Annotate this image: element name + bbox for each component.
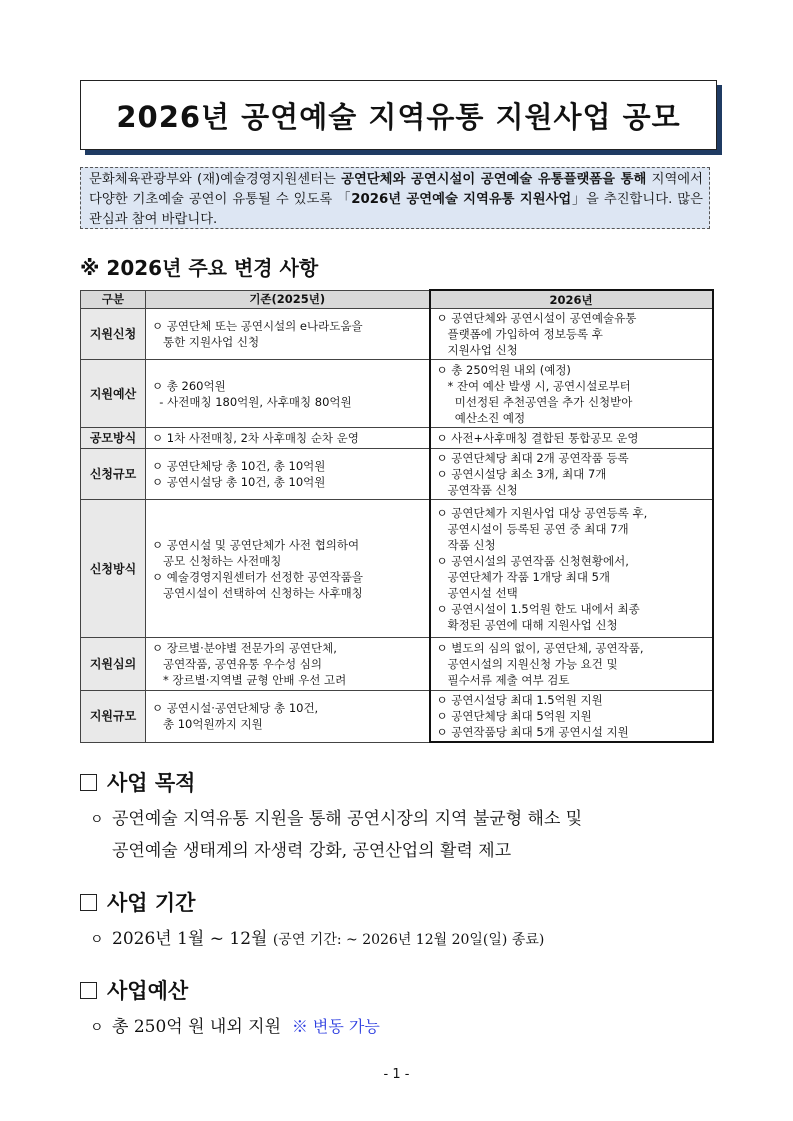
row-old-line: 공연작품, 공연유통 우수성 심의 — [152, 657, 323, 671]
table-row — [81, 428, 713, 449]
row-old-line: - 사전매칭 180억원, 사후매칭 80억원 — [152, 394, 352, 409]
row-new-line: ㅇ 공연시설당 최대 1.5억원 지원 — [436, 693, 603, 707]
table-row — [81, 691, 713, 743]
table-row — [81, 500, 713, 638]
checkbox-square-icon — [80, 894, 97, 911]
table-header-row — [81, 290, 713, 309]
period-heading-text: 사업 기간 — [107, 891, 196, 915]
intro-bold-1: 공연단체와 공연시설이 공연예술 유통플랫폼을 통해 — [341, 172, 647, 187]
row-new-line: 필수서류 제출 여부 검토 — [436, 673, 570, 687]
row-new-line: ㅇ 공연시설의 공연작품 신청현황에서, — [436, 553, 629, 568]
row-new-cell — [430, 428, 713, 449]
row-new-line: 공연작품 신청 — [436, 483, 518, 497]
period-heading — [80, 887, 195, 917]
page-title: 2026년 공연예술 지역유통 지원사업 공모 — [116, 99, 681, 134]
row-new-line: ㅇ 공연단체와 공연시설이 공연예술유통 — [436, 311, 637, 325]
row-new-cell — [430, 309, 713, 360]
period-line — [90, 924, 544, 949]
period-note: (공연 기간: ~ 2026년 12월 20일(일) 종료) — [272, 932, 545, 948]
row-category: 신청방식 — [81, 500, 146, 638]
row-new-line: 공연단체가 작품 1개당 최대 5개 — [436, 569, 611, 584]
row-old-line: * 장르별·지역별 균형 안배 우선 고려 — [152, 673, 347, 687]
header-new: 2026년 — [430, 290, 713, 309]
row-new-line: 확정된 공연에 대해 지원사업 신청 — [436, 617, 618, 632]
row-old-line: ㅇ 총 260억원 — [152, 378, 226, 393]
table-row — [81, 309, 713, 360]
row-new-line: ㅇ 공연작품당 최대 5개 공연시설 지원 — [436, 725, 629, 739]
row-new-line: 공연시설이 등록된 공연 중 최대 7개 — [436, 521, 629, 536]
row-new-line: 플랫폼에 가입하여 정보등록 후 — [436, 327, 603, 341]
row-category: 지원신청 — [81, 309, 146, 360]
row-old-line: 통한 지원사업 신청 — [152, 335, 260, 349]
purpose-heading-text: 사업 목적 — [107, 771, 196, 795]
row-old-cell — [146, 691, 430, 743]
bullet-icon: ㅇ — [90, 1020, 104, 1036]
row-new-cell — [430, 360, 713, 428]
row-new-line: ㅇ 사전+사후매칭 결합된 통합공모 운영 — [436, 431, 639, 445]
changes-table — [80, 289, 714, 743]
bullet-icon: ㅇ — [90, 812, 104, 828]
row-new-line: 공연시설 선택 — [436, 585, 518, 600]
row-old-cell — [146, 638, 430, 691]
table-row — [81, 638, 713, 691]
intro-bold-2: 2026년 공연예술 지역유통 지원사업 — [351, 192, 572, 207]
row-category: 공모방식 — [81, 428, 146, 449]
purpose-line-2: 공연예술 생태계의 자생력 강화, 공연산업의 활력 제고 — [112, 841, 512, 861]
row-new-line: ㅇ 공연시설이 1.5억원 한도 내에서 최종 — [436, 601, 640, 616]
row-old-line: ㅇ 공연시설당 총 10건, 총 10억원 — [152, 475, 326, 489]
row-new-line: 예산소진 예정 — [436, 410, 526, 425]
row-old-cell — [146, 360, 430, 428]
checkbox-square-icon — [80, 982, 97, 999]
budget-note: ※ 변동 가능 — [291, 1017, 380, 1036]
row-new-cell — [430, 638, 713, 691]
row-new-line: 미선정된 추천공연을 추가 신청받아 — [436, 394, 633, 409]
row-old-line: ㅇ 공연시설 및 공연단체가 사전 협의하여 — [152, 537, 360, 552]
intro-text-2: 지역에서 다양한 기초예술 공연이 유통될 수 있도록 「 — [89, 172, 703, 207]
budget-heading — [80, 975, 188, 1005]
intro-box — [80, 167, 710, 229]
intro-text-3: 」을 추진합니다. 많은 관심과 참여 바랍니다. — [89, 192, 703, 227]
row-old-line: 공모 신청하는 사전매칭 — [152, 553, 282, 568]
row-new-line: ㅇ 공연단체가 지원사업 대상 공연등록 후, — [436, 505, 648, 520]
purpose-line-1 — [90, 804, 582, 829]
table-row — [81, 360, 713, 428]
row-new-line: ㅇ 총 250억원 내외 (예정) — [436, 362, 571, 377]
budget-main: 총 250억 원 내외 지원 — [112, 1017, 282, 1037]
row-old-line: ㅇ 예술경영지원센터가 선정한 공연작품을 — [152, 569, 363, 584]
row-new-line: ㅇ 별도의 심의 없이, 공연단체, 공연작품, — [436, 641, 644, 655]
row-new-line: ㅇ 공연단체당 최대 2개 공연작품 등록 — [436, 451, 629, 465]
budget-line — [90, 1012, 380, 1037]
header-previous: 기존(2025년) — [146, 290, 430, 309]
purpose-heading — [80, 767, 195, 797]
row-new-line: 지원사업 신청 — [436, 343, 518, 357]
row-new-cell — [430, 449, 713, 500]
row-new-cell — [430, 500, 713, 638]
checkbox-square-icon — [80, 774, 97, 791]
budget-heading-text: 사업예산 — [107, 979, 189, 1003]
page-number: - 1 - — [383, 1067, 410, 1082]
period-main: 2026년 1월 ~ 12월 — [112, 929, 268, 949]
header-category: 구분 — [81, 290, 146, 309]
row-category: 지원심의 — [81, 638, 146, 691]
row-old-line: ㅇ 장르별·분야별 전문가의 공연단체, — [152, 641, 337, 655]
row-new-line: * 잔여 예산 발생 시, 공연시설로부터 — [436, 378, 631, 393]
title-box — [80, 80, 717, 150]
row-category: 신청규모 — [81, 449, 146, 500]
row-old-line: ㅇ 공연단체 또는 공연시설의 e나라도움을 — [152, 319, 363, 333]
row-old-line: ㅇ 공연단체당 총 10건, 총 10억원 — [152, 459, 326, 473]
row-old-line: ㅇ 1차 사전매칭, 2차 사후매칭 순차 운영 — [152, 431, 359, 445]
row-new-line: ㅇ 공연시설당 최소 3개, 최대 7개 — [436, 467, 607, 481]
row-old-cell — [146, 428, 430, 449]
row-new-cell — [430, 691, 713, 743]
row-new-line: ㅇ 공연단체당 최대 5억원 지원 — [436, 709, 592, 723]
row-category: 지원예산 — [81, 360, 146, 428]
purpose-text-1: 공연예술 지역유통 지원을 통해 공연시장의 지역 불균형 해소 및 — [112, 809, 583, 829]
row-old-cell — [146, 449, 430, 500]
row-old-cell — [146, 309, 430, 360]
row-old-line: 공연시설이 선택하여 신청하는 사후매칭 — [152, 585, 363, 600]
row-new-line: 공연시설의 지원신청 가능 요건 및 — [436, 657, 618, 671]
row-old-cell — [146, 500, 430, 638]
row-old-line: ㅇ 공연시설·공연단체당 총 10건, — [152, 701, 319, 716]
row-new-line: 작품 신청 — [436, 537, 496, 552]
changes-heading: ※ 2026년 주요 변경 사항 — [80, 256, 319, 280]
row-category: 지원규모 — [81, 691, 146, 743]
intro-text-1: 문화체육관광부와 (재)예술경영지원센터는 — [89, 172, 342, 187]
table-row — [81, 449, 713, 500]
bullet-icon: ㅇ — [90, 932, 104, 948]
row-old-line: 총 10억원까지 지원 — [152, 717, 263, 732]
